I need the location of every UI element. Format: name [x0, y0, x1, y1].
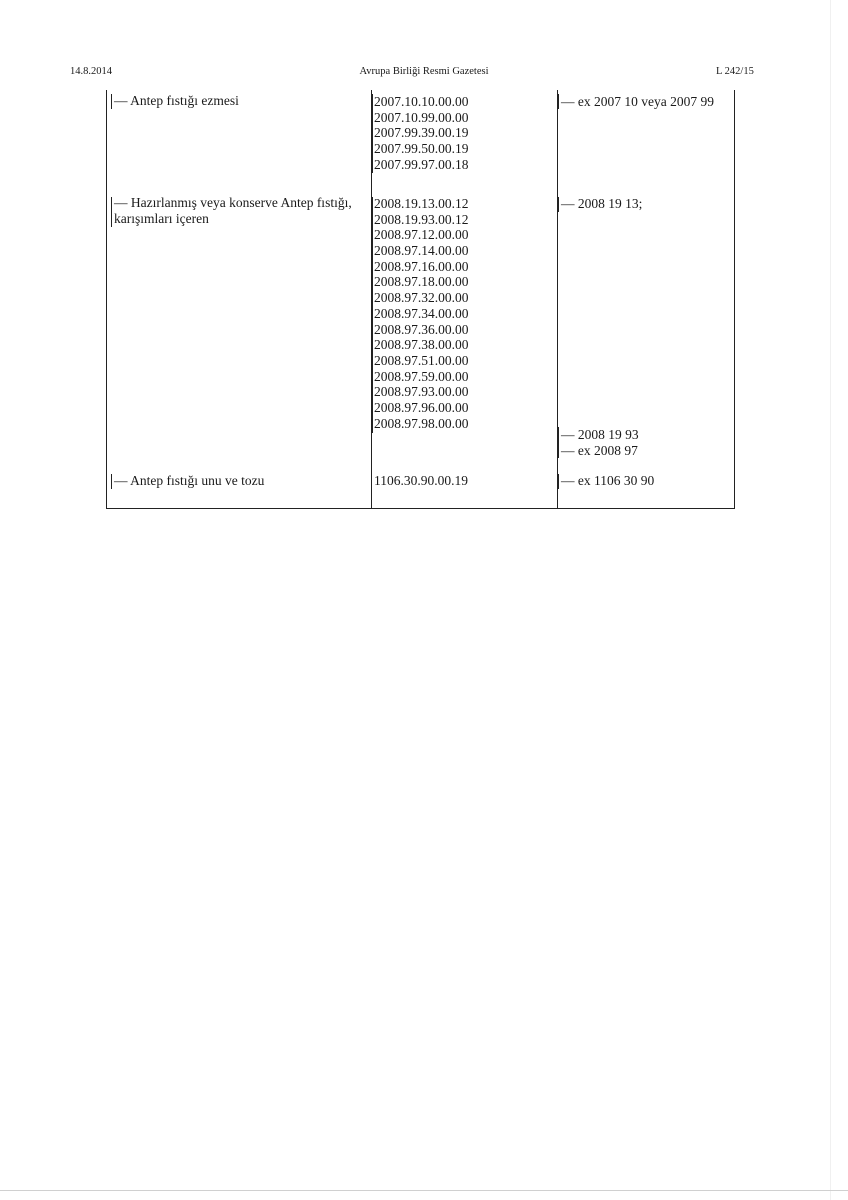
table-cell-code: 2008.97.93.00.00 [374, 384, 469, 400]
row-3-cn-bar [558, 474, 559, 489]
table-cell-code: 2007.10.10.00.00 [374, 94, 469, 109]
row-2-cn-line-2: — 2008 19 93 [561, 427, 639, 442]
row-3-description: — Antep fıstığı unu ve tozu [114, 473, 265, 488]
table-cell-code: 2008.97.59.00.00 [374, 368, 469, 384]
table-cell-code: 2007.99.39.00.19 [374, 125, 469, 141]
row-2-cn-2 [561, 427, 639, 458]
table-cell-code: 2008.97.14.00.00 [374, 243, 469, 259]
table-cell-code: 2008.97.12.00.00 [374, 227, 469, 243]
header-title: Avrupa Birliği Resmi Gazetesi [359, 66, 489, 77]
row-1-codes-bar [372, 94, 373, 173]
table-cell-code: 2007.99.50.00.19 [374, 141, 469, 157]
row-2-cn-bar-1 [558, 197, 559, 212]
table-cell-code: 2008.97.96.00.00 [374, 399, 469, 415]
row-1-cn: — ex 2007 10 veya 2007 99 [561, 94, 714, 109]
row-2-cn-line-3: — ex 2008 97 [561, 442, 638, 458]
row-3-cn: — ex 1106 30 90 [561, 473, 655, 488]
row-2-codes [374, 196, 469, 431]
table-cell-code: 2008.97.38.00.00 [374, 337, 469, 353]
row-2-description-bar [111, 197, 112, 227]
row-3-code: 1106.30.90.00.19 [374, 473, 468, 488]
table-cell-code: 2008.97.51.00.00 [374, 352, 469, 368]
table-cell-code: 2008.97.18.00.00 [374, 274, 469, 290]
row-2-codes-bar [372, 197, 373, 433]
row-1-codes [374, 94, 469, 172]
table-cell-code: 2007.99.97.00.18 [374, 156, 469, 172]
table-cell-code: 2008.19.93.00.12 [374, 211, 469, 227]
table-cell-code: 2008.97.34.00.00 [374, 305, 469, 321]
header-date: 14.8.2014 [70, 66, 112, 77]
row-1-description-bar [111, 94, 112, 109]
row-2-description [114, 195, 352, 226]
row-2-cn-bar-2 [558, 427, 559, 458]
row-2-description-line-2: karışımları içeren [114, 210, 209, 226]
scan-bottom-edge [0, 1190, 848, 1191]
row-1-description: — Antep fıstığı ezmesi [114, 93, 239, 108]
tariff-table [106, 90, 735, 509]
page-header [0, 66, 848, 82]
table-bottom-border [106, 508, 735, 509]
row-1-cn-bar [558, 94, 559, 109]
table-cell-code: 2008.19.13.00.12 [374, 196, 469, 211]
row-3-description-bar [111, 474, 112, 489]
table-cell-code: 2007.10.99.00.00 [374, 109, 469, 125]
table-cell-code: 2008.97.32.00.00 [374, 290, 469, 306]
table-cell-code: 2008.97.98.00.00 [374, 415, 469, 431]
row-2-cn-1: — 2008 19 13; [561, 196, 643, 211]
scan-edge-shadow [830, 0, 831, 1200]
table-left-border [106, 90, 107, 509]
table-right-border [734, 90, 735, 509]
header-page-ref: L 242/15 [716, 66, 754, 77]
table-cell-code: 2008.97.16.00.00 [374, 258, 469, 274]
table-cell-code: 2008.97.36.00.00 [374, 321, 469, 337]
row-2-description-line-1: — Hazırlanmış veya konserve Antep fıstığı, [114, 195, 352, 210]
